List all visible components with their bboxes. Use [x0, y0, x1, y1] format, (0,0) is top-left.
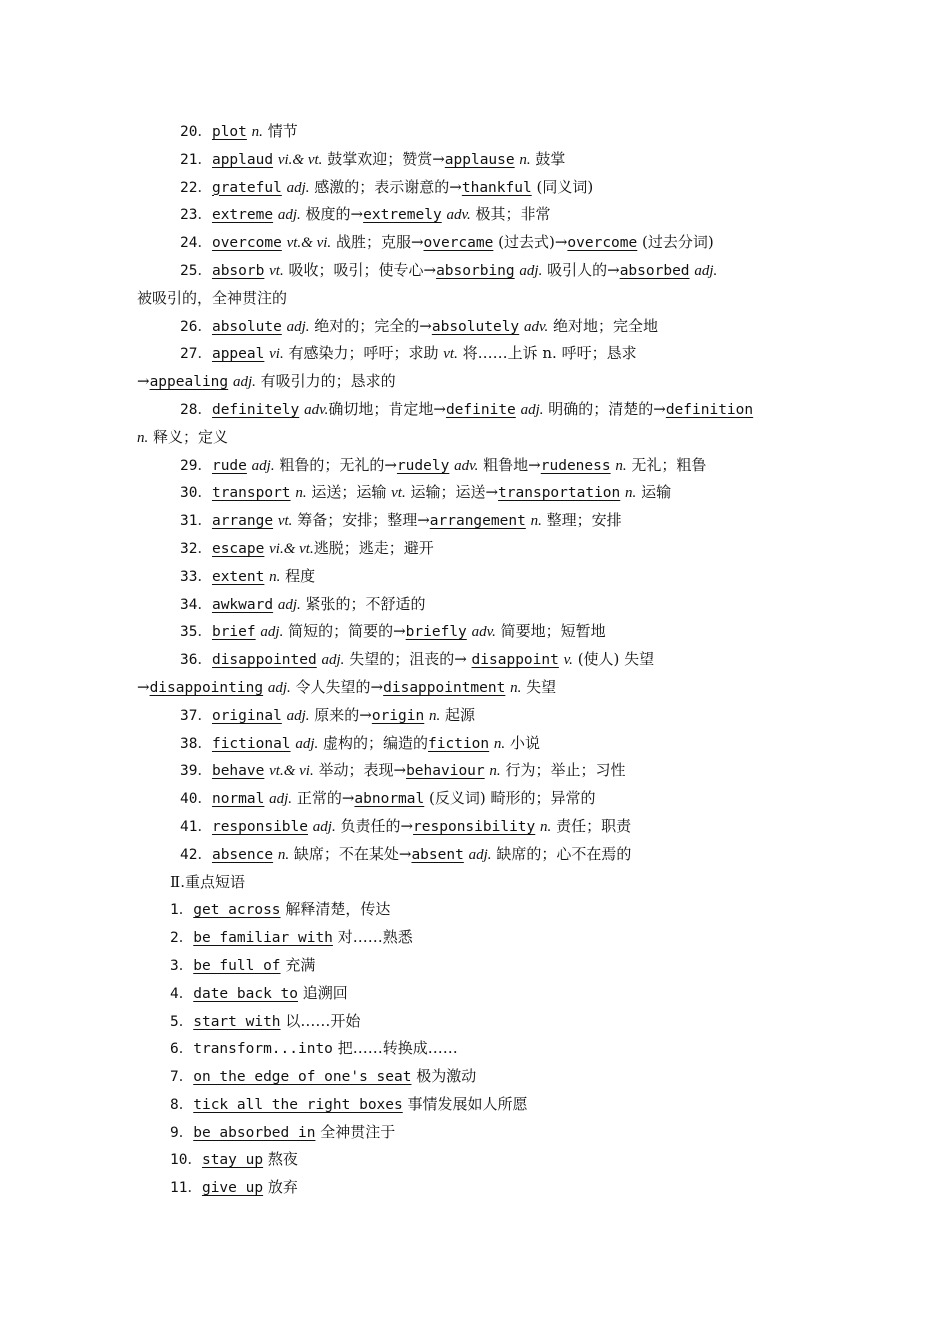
item-number: 39． — [180, 763, 212, 780]
definition-text: 极度的→ — [300, 205, 364, 224]
phrase-entry — [137, 1063, 817, 1091]
definition-text: 简短的；简要的→ — [283, 622, 406, 641]
vocab-entry — [137, 841, 817, 869]
definition-text: 整理；安排 — [541, 511, 622, 530]
definition-text: (过去式)→ — [493, 233, 568, 252]
part-of-speech: n. — [251, 124, 263, 140]
part-of-speech: adj. — [232, 374, 256, 391]
definition-text: 鼓掌欢迎；赞赏→ — [322, 149, 445, 168]
definition-text: 小说 — [505, 733, 540, 752]
vocab-entry — [137, 535, 817, 563]
vocab-entry — [137, 813, 817, 841]
part-of-speech: adj. — [260, 624, 284, 641]
phrase-entry — [137, 1146, 817, 1174]
vocab-entry — [137, 757, 817, 785]
part-of-speech: vt. — [391, 485, 406, 502]
part-of-speech: adv. — [304, 401, 329, 418]
item-number: 40． — [180, 791, 212, 808]
part-of-speech: vi.& vt. — [269, 540, 314, 557]
answer-word: original — [211, 707, 282, 724]
item-number: 34． — [180, 596, 212, 613]
answer-word: applaud — [211, 151, 274, 168]
definition-text: 吸引人的→ — [542, 260, 620, 279]
item-number: 38． — [180, 735, 212, 752]
part-of-speech: adj. — [468, 846, 492, 863]
phrase-entry — [137, 1174, 817, 1202]
item-number: 32． — [180, 540, 212, 557]
definition-text: 失望 — [521, 677, 557, 696]
definition-text: 将……上诉 n. 呼吁；恳求 — [457, 344, 637, 363]
definition-text: 正常的→ — [292, 789, 355, 808]
definition-text: 虚构的；编造的 — [318, 733, 429, 752]
vocab-entry — [137, 118, 817, 146]
vocab-entry — [137, 313, 817, 341]
phrase-entry — [137, 1035, 817, 1063]
definition-text: 无礼；粗鲁 — [626, 455, 707, 474]
definition-text: 负责任的→ — [335, 816, 414, 835]
vocab-entry — [137, 146, 817, 174]
part-of-speech: vt.& vi. — [269, 763, 314, 780]
part-of-speech: n. — [519, 151, 531, 168]
item-number: 3． — [170, 957, 194, 974]
answer-word: fictional — [211, 735, 291, 752]
answer-word: give up — [201, 1180, 264, 1197]
definition-text: 全神贯注于 — [315, 1122, 396, 1141]
item-number: 2． — [170, 930, 194, 947]
answer-word: disappointment — [383, 679, 506, 696]
answer-word: absolute — [211, 318, 282, 335]
part-of-speech: n. — [295, 485, 307, 502]
answer-word: behaviour — [406, 763, 485, 780]
answer-word: escape — [211, 540, 265, 557]
item-number: 26． — [180, 318, 212, 335]
answer-word: responsible — [211, 818, 308, 835]
definition-text: 逃脱；逃走；避开 — [313, 538, 434, 557]
answer-word: stay up — [201, 1152, 264, 1169]
item-number: 33． — [180, 568, 212, 585]
item-number: 22． — [180, 179, 212, 196]
part-of-speech: adj. — [267, 679, 291, 696]
item-number: 42． — [180, 846, 212, 863]
answer-word: appeal — [211, 346, 265, 363]
item-number: 35． — [180, 624, 212, 641]
part-of-speech: n. — [625, 485, 637, 502]
definition-text: 对……熟悉 — [332, 928, 413, 947]
vocab-entry — [137, 702, 817, 730]
vocab-entry-continuation — [137, 674, 817, 702]
item-number: 23． — [180, 207, 212, 224]
part-of-speech: vt. — [269, 262, 284, 279]
definition-text: 充满 — [280, 955, 316, 974]
part-of-speech: n. — [493, 735, 506, 752]
answer-word: definite — [445, 401, 516, 418]
answer-word: extent — [211, 568, 265, 585]
vocab-entry-continuation — [137, 368, 817, 396]
definition-text: 战胜；克服→ — [331, 233, 424, 252]
answer-word: transportation — [498, 485, 621, 502]
vocab-entry — [137, 507, 817, 535]
definition-text: 运输 — [636, 483, 672, 502]
answer-word: fiction — [428, 735, 490, 752]
answer-word: arrange — [211, 513, 274, 530]
answer-word: be full of — [193, 957, 281, 974]
item-number: 37． — [180, 707, 212, 724]
answer-word: absorb — [211, 262, 265, 279]
answer-word: plot — [211, 124, 247, 140]
part-of-speech: n. — [269, 568, 281, 585]
phrase-list — [137, 896, 817, 1202]
vocab-entry — [137, 785, 817, 813]
definition-text: 情节 — [262, 122, 298, 140]
definition-text: 责任；职责 — [551, 816, 632, 835]
vocab-entry — [137, 730, 817, 758]
answer-word: tick all the right boxes — [193, 1096, 403, 1113]
vocabulary-list — [137, 118, 817, 869]
definition-text: → — [137, 677, 150, 696]
answer-word: extreme — [211, 207, 274, 224]
phrase-entry — [137, 896, 817, 924]
vocab-entry — [137, 591, 817, 619]
item-number: 7． — [170, 1069, 194, 1086]
definition-text: 确切地；肯定地→ — [328, 399, 446, 418]
item-number: 1． — [170, 902, 194, 919]
vocab-entry — [137, 174, 817, 202]
part-of-speech: adj. — [295, 735, 319, 752]
part-of-speech: vi. — [269, 346, 284, 363]
item-number: 6． — [170, 1041, 194, 1058]
definition-text: 程度 — [280, 566, 316, 585]
vocab-entry-continuation — [137, 424, 817, 452]
answer-word: brief — [211, 624, 256, 641]
definition-text: 行为；举止；习性 — [500, 761, 626, 780]
part-of-speech: adj. — [519, 262, 543, 279]
part-of-speech: adj. — [694, 262, 718, 279]
vocab-entry — [137, 479, 817, 507]
definition-text: 运输；运送→ — [405, 483, 499, 502]
part-of-speech: vt. — [443, 346, 458, 363]
phrase-entry — [137, 1008, 817, 1036]
answer-word: date back to — [193, 985, 298, 1002]
answer-word: awkward — [211, 596, 274, 613]
answer-word: be familiar with — [193, 930, 333, 947]
item-number: 31． — [180, 513, 212, 530]
part-of-speech: n. — [489, 763, 501, 780]
definition-text: 感激的；表示谢意的→ — [309, 177, 462, 196]
answer-word: definition — [665, 401, 754, 418]
definition-text: 放弃 — [263, 1178, 298, 1197]
part-of-speech: adj. — [312, 818, 336, 835]
part-of-speech: adj. — [251, 457, 275, 474]
part-of-speech: adv. — [454, 457, 479, 474]
answer-word: applause — [444, 151, 515, 168]
answer-word: abnormal — [354, 791, 425, 808]
part-of-speech: adj. — [520, 401, 544, 418]
part-of-speech: v. — [563, 652, 573, 669]
section-title: Ⅱ.重点短语 — [170, 872, 245, 891]
definition-text: 把……转换成…… — [332, 1039, 458, 1058]
answer-word: absolutely — [431, 318, 520, 335]
answer-word: rude — [211, 457, 247, 474]
part-of-speech: adj. — [269, 791, 293, 808]
vocab-entry — [137, 257, 817, 285]
answer-word: disappointed — [211, 652, 317, 669]
definition-text: 事情发展如人所愿 — [402, 1094, 528, 1113]
phrase-entry — [137, 1091, 817, 1119]
definition-text: 缺席；不在某处→ — [289, 844, 412, 863]
answer-word: rudeness — [540, 457, 611, 474]
definition-text: (同义词) — [531, 177, 594, 196]
answer-word: origin — [371, 707, 425, 724]
answer-word: extremely — [363, 207, 442, 224]
definition-text: 熬夜 — [263, 1150, 298, 1169]
vocab-entry — [137, 201, 817, 229]
definition-text: (使人) 失望 — [572, 650, 655, 669]
answer-word: absent — [411, 846, 464, 863]
answer-word: absorbed — [619, 262, 690, 279]
vocab-entry — [137, 563, 817, 591]
vocab-entry-continuation — [137, 285, 817, 313]
part-of-speech: adj. — [277, 207, 301, 224]
definition-text: 粗鲁的；无礼的→ — [274, 455, 397, 474]
part-of-speech: adj. — [286, 707, 310, 724]
vocab-entry — [137, 229, 817, 257]
part-of-speech: n. — [615, 457, 627, 474]
vocab-entry — [137, 452, 817, 480]
definition-text: 鼓掌 — [530, 149, 566, 168]
answer-word: thankful — [461, 179, 532, 196]
definition-text: 筹备；安排；整理→ — [292, 511, 430, 530]
answer-word: briefly — [405, 624, 467, 641]
phrase-entry — [137, 924, 817, 952]
part-of-speech: n. — [277, 846, 290, 863]
answer-word: arrangement — [429, 513, 526, 530]
part-of-speech: vt. — [277, 513, 293, 530]
phrase-entry — [137, 952, 817, 980]
vocab-entry — [137, 646, 817, 674]
answer-word: on the edge of one's seat — [193, 1069, 412, 1086]
item-number: 25． — [180, 262, 212, 279]
definition-text: 极其；非常 — [470, 205, 551, 224]
definition-text: 绝对地；完全地 — [548, 316, 659, 335]
definition-text: 举动；表现→ — [313, 761, 407, 780]
item-number: 5． — [170, 1013, 194, 1030]
answer-word: behave — [211, 763, 265, 780]
part-of-speech: vi.& vt. — [277, 151, 323, 168]
part-of-speech: n. — [429, 707, 441, 724]
item-number: 24． — [180, 235, 212, 252]
part-of-speech: adj. — [321, 652, 345, 669]
phrase-entry — [137, 1119, 817, 1147]
part-of-speech: n. — [137, 429, 149, 446]
item-number: 36． — [180, 652, 212, 669]
part-of-speech: n. — [530, 513, 542, 530]
part-of-speech: n. — [510, 679, 522, 696]
definition-text: 以……开始 — [280, 1011, 361, 1030]
item-number: 10． — [170, 1152, 202, 1169]
answer-word: overcame — [423, 235, 494, 252]
answer-word: overcome — [211, 235, 282, 252]
definition-text: 释义；定义 — [148, 427, 229, 446]
answer-word: transport — [211, 485, 291, 502]
item-number: 20． — [180, 124, 212, 140]
item-number: 9． — [170, 1124, 194, 1141]
definition-text: 吸收；吸引；使专心→ — [283, 260, 437, 279]
definition-text: 被吸引的，全神贯注的 — [137, 288, 288, 307]
vocab-entry — [137, 340, 817, 368]
answer-word: definitely — [211, 401, 300, 418]
answer-word: start with — [193, 1013, 281, 1030]
answer-word: normal — [211, 791, 265, 808]
answer-word: be absorbed in — [193, 1124, 316, 1141]
answer-word: grateful — [211, 179, 282, 196]
part-of-speech: adv. — [471, 624, 496, 641]
definition-text: 运送；运输 — [306, 483, 392, 502]
part-of-speech: adj. — [286, 318, 310, 335]
phrase-entry — [137, 980, 817, 1008]
definition-text: 有感染力；呼吁；求助 — [283, 344, 444, 363]
document-page — [137, 118, 817, 1202]
part-of-speech: vt.& vi. — [286, 235, 332, 252]
definition-text: → — [137, 372, 150, 391]
definition-text: transform...into — [193, 1041, 333, 1058]
answer-word: responsibility — [413, 818, 536, 835]
part-of-speech: adj. — [277, 596, 301, 613]
definition-text: 明确的；清楚的→ — [543, 399, 666, 418]
item-number: 30． — [180, 485, 212, 502]
answer-word: absence — [211, 846, 274, 863]
vocab-entry — [137, 396, 817, 424]
answer-word: overcome — [567, 235, 638, 252]
vocab-entry — [137, 618, 817, 646]
definition-text: 有吸引力的；恳求的 — [255, 372, 396, 391]
definition-text: 粗鲁地→ — [478, 455, 541, 474]
definition-text: 绝对的；完全的→ — [309, 316, 432, 335]
definition-text: 起源 — [440, 705, 476, 724]
definition-text: 极为激动 — [411, 1067, 477, 1086]
definition-text: 解释清楚，传达 — [280, 900, 391, 919]
answer-word: appealing — [149, 374, 229, 391]
answer-word: get across — [193, 902, 281, 919]
part-of-speech: adj. — [286, 179, 310, 196]
part-of-speech: n. — [540, 818, 552, 835]
part-of-speech: adv. — [446, 207, 471, 224]
definition-text: 缺席的；心不在焉的 — [491, 844, 632, 863]
item-number: 11． — [170, 1180, 202, 1197]
item-number: 41． — [180, 818, 212, 835]
answer-word: disappointing — [149, 679, 264, 696]
item-number: 4． — [170, 985, 194, 1002]
item-number: 27． — [180, 346, 212, 363]
item-number: 29． — [180, 457, 212, 474]
item-number: 8． — [170, 1096, 194, 1113]
item-number: 28． — [180, 401, 212, 418]
definition-text: 失望的；沮丧的→ — [344, 650, 472, 669]
definition-text: (反义词) 畸形的；异常的 — [424, 789, 596, 808]
part-of-speech: adv. — [523, 318, 549, 335]
definition-text: 紧张的；不舒适的 — [300, 594, 426, 613]
definition-text: 令人失望的→ — [290, 677, 384, 696]
definition-text: (过去分词) — [637, 233, 714, 252]
answer-word: disappoint — [471, 652, 559, 669]
item-number: 21． — [180, 151, 212, 168]
definition-text: 简要地；短暂地 — [495, 622, 606, 641]
definition-text: 追溯回 — [298, 983, 348, 1002]
definition-text: 原来的→ — [309, 705, 372, 724]
answer-word: rudely — [396, 457, 450, 474]
answer-word: absorbing — [436, 262, 515, 279]
